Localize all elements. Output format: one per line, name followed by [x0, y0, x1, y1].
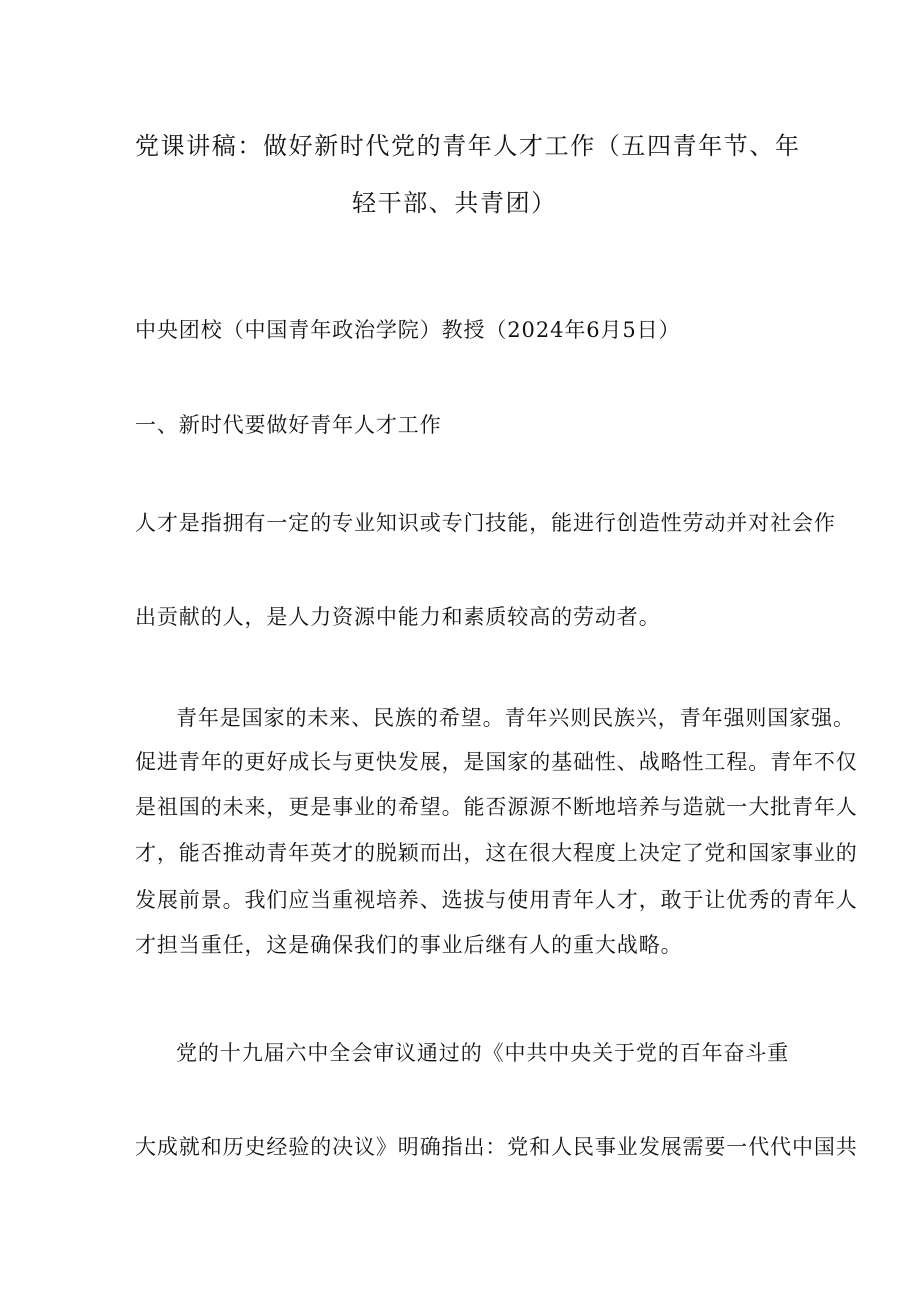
paragraph-2-line-4: 才，能否推动青年英才的脱颖而出，这在很大程度上决定了党和国家事业的: [135, 841, 858, 865]
paragraph-2-line-6: 才担当重任，这是确保我们的事业后继有人的重大战略。: [135, 933, 683, 957]
document-title-line-1: 党课讲稿：做好新时代党的青年人才工作（五四青年节、年: [135, 132, 801, 160]
paragraph-2-line-5: 发展前景。我们应当重视培养、选拔与使用青年人才，敢于让优秀的青年人: [135, 888, 858, 912]
paragraph-3-line-1: 党的十九届六中全会审议通过的《中共中央关于党的百年奋斗重: [176, 1041, 790, 1065]
author-byline: 中央团校（中国青年政治学院）教授（2024年6月5日）: [135, 318, 681, 342]
section-heading: 一、新时代要做好青年人才工作: [135, 413, 442, 437]
paragraph-1-line-1: 人才是指拥有一定的专业知识或专门技能，能进行创造性劳动并对社会作: [135, 511, 836, 535]
paragraph-2-line-3: 是祖国的未来，更是事业的希望。能否源源不断地培养与造就一大批青年人: [135, 795, 858, 819]
paragraph-2-line-1: 青年是国家的未来、民族的希望。青年兴则民族兴，青年强则国家强。: [176, 706, 855, 730]
paragraph-1-line-2: 出贡献的人，是人力资源中能力和素质较高的劳动者。: [135, 605, 661, 629]
paragraph-3-line-2: 大成就和历史经验的决议》明确指出：党和人民事业发展需要一代代中国共: [135, 1135, 858, 1159]
paragraph-2-line-2: 促进青年的更好成长与更快发展，是国家的基础性、战略性工程。青年不仅: [135, 750, 858, 774]
document-title-line-2: 轻干部、共青团）: [352, 189, 557, 217]
